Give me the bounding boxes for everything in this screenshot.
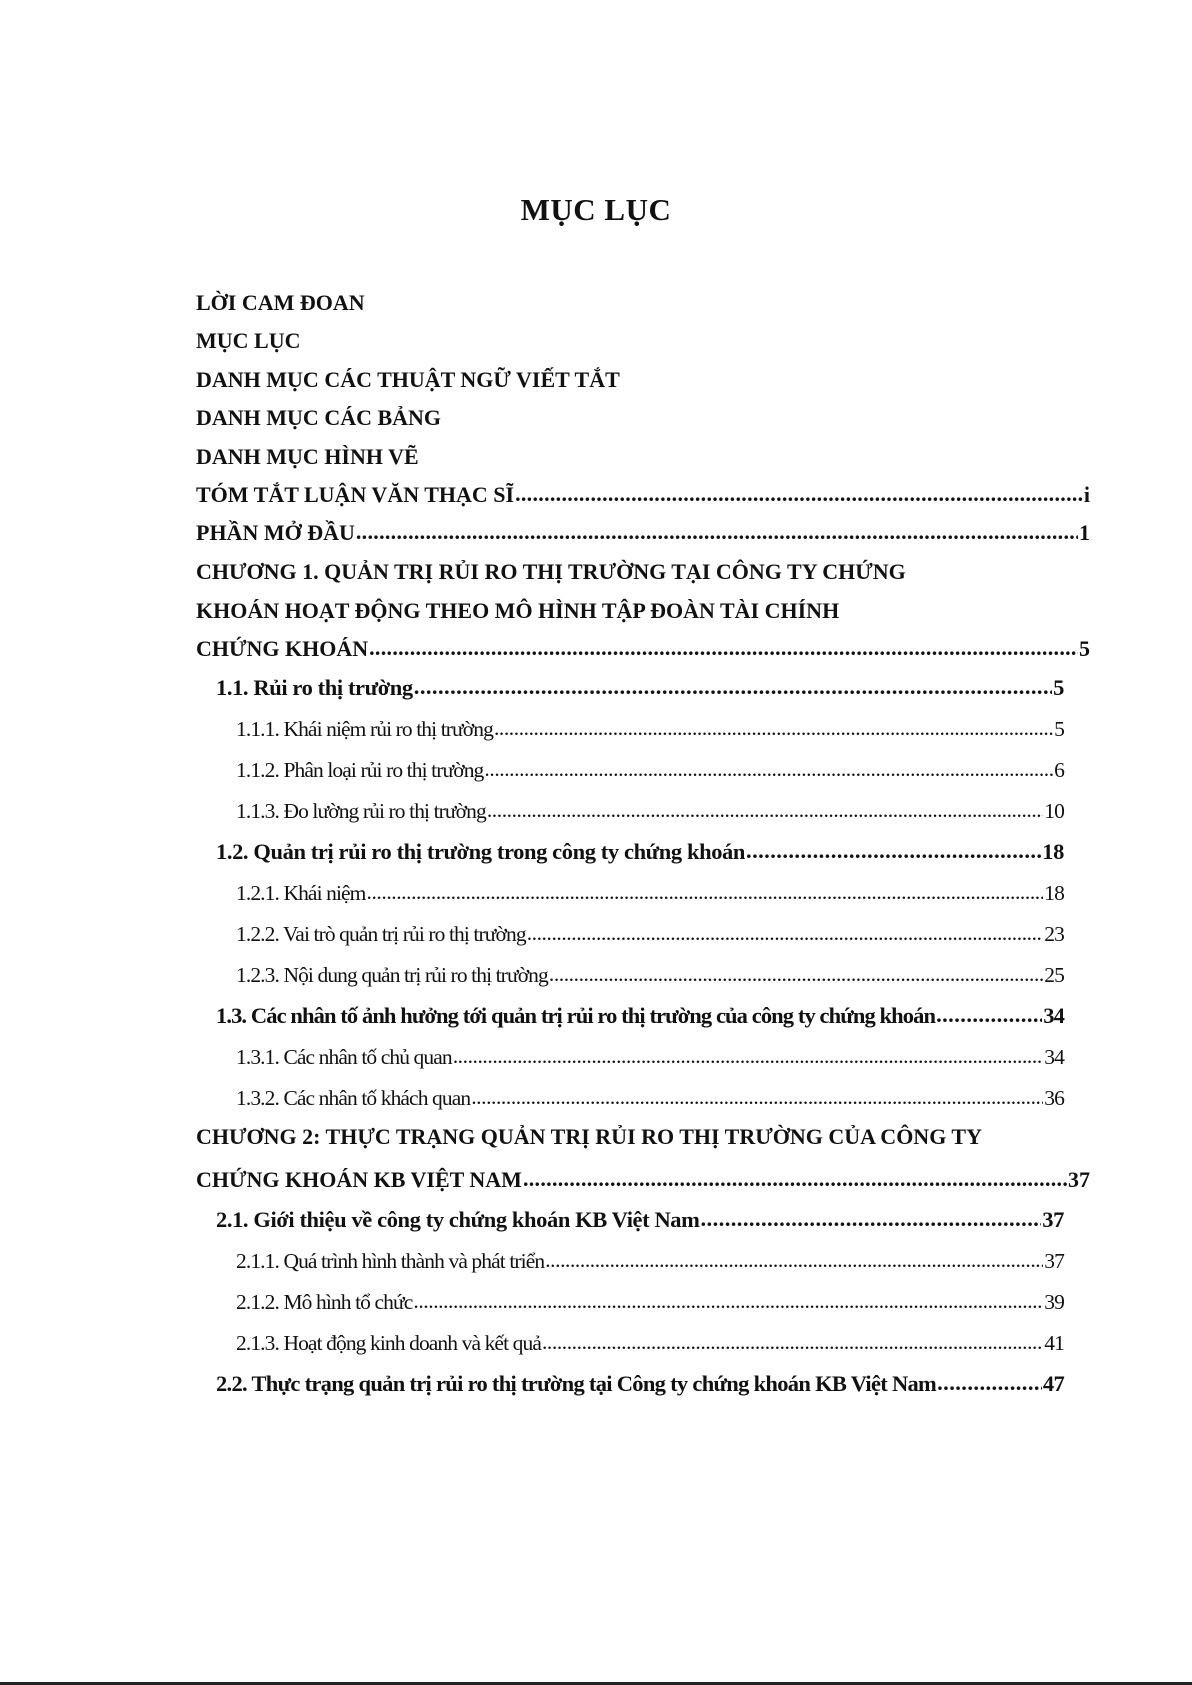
dot-leader (369, 632, 1078, 664)
toc-chapter2-line1[interactable] (196, 1121, 982, 1153)
toc-entry-text: 1.3.2. Các nhân tố khách quan (236, 1086, 471, 1110)
toc-chapter1-line3[interactable] (196, 633, 1090, 665)
toc-entry-text: 1.2. Quản trị rủi ro thị trường trong công ty chứng khoán (216, 839, 746, 864)
dot-leader (542, 1326, 1043, 1358)
toc-entry-text: 1.1.1. Khái niệm rủi ro thị trường (236, 717, 493, 741)
toc-subsection-2-1-2[interactable] (236, 1286, 1064, 1318)
toc-section-1-3[interactable] (216, 1000, 1064, 1032)
toc-subsection-2-1-3[interactable] (236, 1327, 1064, 1359)
toc-entry-text: CHỨNG KHOÁN KB VIỆT NAM (196, 1167, 522, 1192)
toc-section-2-1[interactable] (216, 1204, 1064, 1236)
toc-entry-text: CHƯƠNG 1. QUẢN TRỊ RỦI RO THỊ TRƯỜNG TẠI CÔNG TY CHỨNG (196, 559, 906, 584)
dot-leader (746, 835, 1041, 867)
toc-subsection-2-1-1[interactable] (236, 1245, 1064, 1277)
toc-entry-text: TÓM TẮT LUẬN VĂN THẠC SĨ (196, 482, 515, 507)
toc-page-number: 5 (1054, 717, 1064, 741)
toc-entry-text: CHƯƠNG 2: THỰC TRẠNG QUẢN TRỊ RỦI RO THỊ TRƯỜNG CỦA CÔNG TY (196, 1124, 982, 1149)
dot-leader (936, 999, 1042, 1031)
dot-leader (515, 478, 1083, 510)
toc-entry-text: 2.2. Thực trạng quản trị rủi ro thị trường tại Công ty chứng khoán KB Việt Nam (216, 1371, 937, 1396)
toc-page-number: 5 (1053, 675, 1064, 700)
dot-leader (545, 1244, 1043, 1276)
toc-page-number: 37 (1068, 1167, 1090, 1192)
toc-page-number: i (1083, 482, 1090, 507)
toc-entry-text: 1.3.1. Các nhân tố chủ quan (236, 1045, 452, 1069)
toc-page-number: 34 (1043, 1003, 1064, 1028)
dot-leader (453, 1040, 1044, 1072)
toc-section-1-2[interactable] (216, 836, 1064, 868)
toc-subsection-1-3-1[interactable] (236, 1041, 1064, 1073)
toc-section-2-2[interactable] (216, 1368, 1064, 1400)
dot-leader (549, 958, 1043, 990)
dot-leader (487, 794, 1043, 826)
toc-entry-text: LỜI CAM ĐOAN (196, 290, 365, 315)
toc-page-number: 25 (1044, 963, 1064, 987)
toc-page-number: 10 (1044, 799, 1064, 823)
toc-page-number: 41 (1044, 1331, 1064, 1355)
toc-entry-text: 1.1.3. Đo lường rủi ro thị trường (236, 799, 486, 823)
dot-leader (413, 1285, 1043, 1317)
toc-subsection-1-3-2[interactable] (236, 1082, 1064, 1114)
toc-page-number: 37 (1044, 1249, 1064, 1273)
toc-entry-text: 1.1.2. Phân loại rủi ro thị trường (236, 758, 484, 782)
toc-entry-text: DANH MỤC HÌNH VẼ (196, 444, 419, 469)
dot-leader (937, 1367, 1042, 1399)
toc-entry-thuat-ngu[interactable] (196, 364, 620, 396)
toc-page-number: 34 (1044, 1045, 1064, 1069)
toc-subsection-1-1-1[interactable] (236, 713, 1064, 745)
toc-entry-phan-mo-dau[interactable] (196, 517, 1090, 549)
toc-entry-text: 1.3. Các nhân tố ảnh hưởng tới quản trị rủi ro thị trường của công ty chứng khoán (216, 1003, 936, 1028)
toc-page-number: 5 (1079, 636, 1090, 661)
dot-leader (527, 917, 1044, 949)
dot-leader (701, 1203, 1042, 1235)
page-title: MỤC LỤC (520, 192, 672, 227)
toc-entry-text: DANH MỤC CÁC BẢNG (196, 405, 442, 430)
toc-subsection-1-1-3[interactable] (236, 795, 1064, 827)
toc-entry-text: 1.2.1. Khái niệm (236, 881, 366, 905)
toc-page-number: 6 (1054, 758, 1064, 782)
dot-leader (471, 1081, 1043, 1113)
toc-page-number: 37 (1042, 1207, 1064, 1232)
toc-page-number: 39 (1044, 1290, 1064, 1314)
toc-chapter1-line2[interactable] (196, 595, 839, 627)
toc-entry-text: KHOÁN HOẠT ĐỘNG THEO MÔ HÌNH TẬP ĐOÀN TÀI CHÍNH (196, 598, 840, 623)
toc-entry-text: MỤC LỤC (196, 328, 301, 353)
toc-entry-text: 1.2.3. Nội dung quản trị rủi ro thị trường (236, 963, 548, 987)
toc-entry-text: DANH MỤC CÁC THUẬT NGỮ VIẾT TẮT (196, 367, 620, 392)
toc-entry-text: 2.1.1. Quá trình hình thành và phát triển (236, 1249, 545, 1273)
toc-page-number: 1 (1079, 520, 1090, 545)
toc-entry-text: 2.1.2. Mô hình tổ chức (236, 1290, 413, 1314)
toc-chapter2-line2[interactable] (196, 1164, 1090, 1196)
toc-entry-text: 1.2.2. Vai trò quản trị rủi ro thị trường (236, 922, 526, 946)
toc-subsection-1-2-3[interactable] (236, 959, 1064, 991)
toc-page-number: 23 (1044, 922, 1064, 946)
dot-leader (414, 671, 1052, 703)
toc-page-number: 18 (1042, 839, 1064, 864)
toc-subsection-1-2-1[interactable] (236, 877, 1064, 909)
toc-entry-text: CHỨNG KHOÁN (196, 636, 369, 661)
toc-page-number: 18 (1044, 881, 1064, 905)
dot-leader (484, 753, 1053, 785)
toc-chapter1-line1[interactable] (196, 556, 906, 588)
toc-entry-tom-tat[interactable] (196, 479, 1090, 511)
toc-entry-text: PHẦN MỞ ĐẦU (196, 520, 355, 545)
toc-entry-text: 2.1. Giới thiệu về công ty chứng khoán KB Việt Nam (216, 1207, 700, 1232)
toc-entry-text: 1.1. Rủi ro thị trường (216, 675, 413, 700)
toc-subsection-1-1-2[interactable] (236, 754, 1064, 786)
toc-entry-muc-luc[interactable] (196, 325, 301, 357)
dot-leader (494, 712, 1053, 744)
toc-entry-danh-muc-bang[interactable] (196, 402, 441, 434)
toc-page-number: 36 (1044, 1086, 1064, 1110)
dot-leader (356, 516, 1078, 548)
dot-leader (523, 1163, 1067, 1195)
toc-subsection-1-2-2[interactable] (236, 918, 1064, 950)
toc-entry-loi-cam-doan[interactable] (196, 287, 365, 319)
toc-entry-text: 2.1.3. Hoạt động kinh doanh và kết quả (236, 1331, 541, 1355)
toc-section-1-1[interactable] (216, 672, 1064, 704)
toc-entry-danh-muc-hinh[interactable] (196, 441, 419, 473)
dot-leader (367, 876, 1044, 908)
toc-page-number: 47 (1042, 1371, 1064, 1396)
